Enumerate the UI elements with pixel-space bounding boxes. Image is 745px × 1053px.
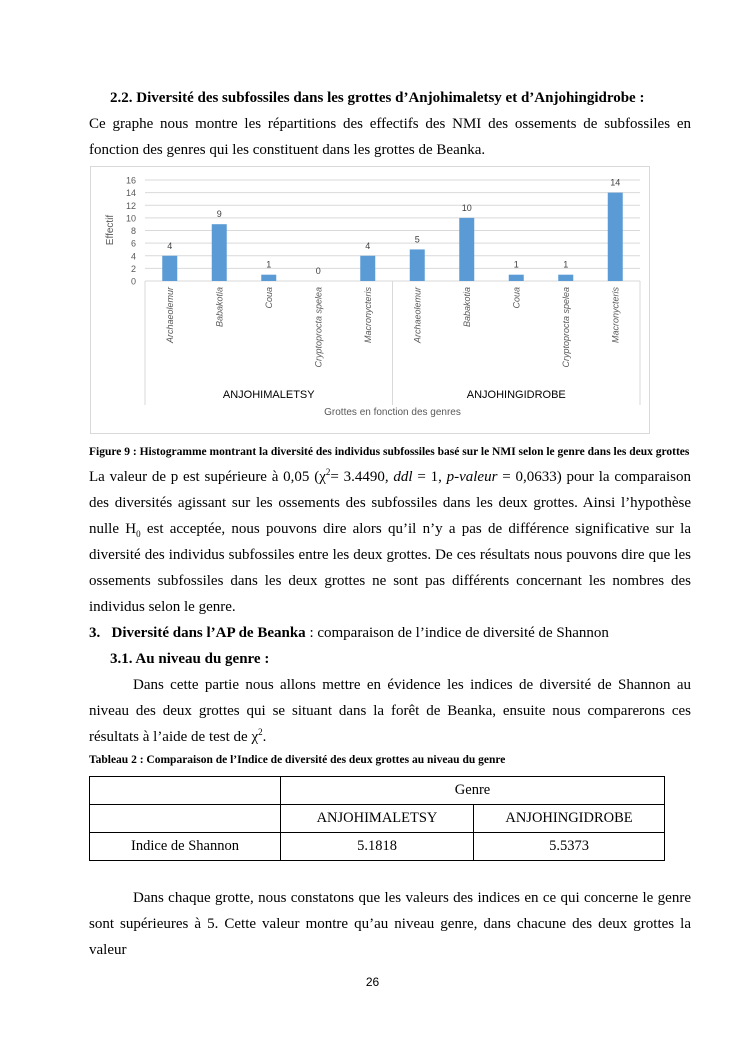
table-cell xyxy=(90,777,281,805)
bar xyxy=(558,275,573,281)
y-axis-title: Effectif xyxy=(105,214,116,246)
table-cell: 5.5373 xyxy=(474,833,665,861)
data-label: 1 xyxy=(563,259,569,270)
group-label: ANJOHIMALETSY xyxy=(222,389,315,401)
section-number: 3. xyxy=(89,625,101,641)
data-label: 1 xyxy=(513,259,519,270)
chi-symbol: χ xyxy=(251,729,259,745)
y-tick-label: 14 xyxy=(125,188,136,199)
table-row xyxy=(90,833,665,861)
data-label: 4 xyxy=(167,240,173,251)
y-tick-label: 2 xyxy=(130,263,136,274)
bar xyxy=(261,275,276,281)
method-paragraph xyxy=(89,672,691,750)
category-label: Coua xyxy=(511,287,522,309)
text: . xyxy=(262,729,267,745)
section-subtitle: : comparaison de l’indice de diversité de Shannon xyxy=(305,625,609,641)
page-content xyxy=(89,85,691,963)
table-cell xyxy=(90,805,281,833)
chart-container xyxy=(90,166,650,434)
text: = 3.4490, xyxy=(330,469,394,485)
category-label: Macronycteris xyxy=(610,287,621,344)
table-cell: 5.1818 xyxy=(281,833,474,861)
table-row xyxy=(90,777,665,805)
data-label: 5 xyxy=(414,234,420,245)
text: Dans chaque grotte, nous constatons que les valeurs des indices en ce qui concerne le genre sont supérieures à 5. Cette valeur montre qu’au niveau genre, dans chacune des deux grottes la valeur xyxy=(89,890,691,958)
text: Dans cette partie nous allons mettre en évidence les indices de diversité de Shannon au niveau des deux grottes qui se situant dans la forêt de Beanka, ensuite nous comparerons ces résultats à l’aide de test de xyxy=(89,677,691,745)
y-tick-label: 4 xyxy=(130,251,136,262)
category-label: Babakotia xyxy=(214,287,225,328)
category-label: Cryptoprocta spelea xyxy=(313,287,324,368)
table-header-col1: ANJOHIMALETSY xyxy=(281,805,474,833)
superscript: 2 xyxy=(258,727,263,737)
shannon-table xyxy=(89,776,665,861)
data-label: 10 xyxy=(461,202,472,213)
data-label: 0 xyxy=(315,266,321,276)
y-tick-label: 0 xyxy=(130,276,136,287)
bar xyxy=(509,275,524,281)
data-label: 1 xyxy=(266,259,272,270)
superscript: 2 xyxy=(325,467,331,477)
bar-chart xyxy=(91,167,649,433)
section-heading-3-1: 3.1. Au niveau du genre : xyxy=(110,651,270,667)
math-pvalue: p-valeur xyxy=(446,469,498,485)
bar xyxy=(410,249,425,281)
bar xyxy=(608,193,623,281)
subscript: 0 xyxy=(136,529,141,539)
category-label: Babakotia xyxy=(461,287,472,328)
results-paragraph xyxy=(89,464,691,620)
figure-caption: Figure 9 : Histogramme montrant la diversité des individus subfossiles basé sur le NMI selon le genre dans les deux grottes xyxy=(89,446,690,458)
category-label: Cryptoprocta spelea xyxy=(560,287,571,368)
group-label: ANJOHINGIDROBE xyxy=(466,389,566,401)
category-label: Macronycteris xyxy=(362,287,373,344)
data-label: 9 xyxy=(216,209,222,220)
table-row xyxy=(90,805,665,833)
y-tick-label: 16 xyxy=(125,175,136,186)
section-title: Diversité dans l’AP de Beanka xyxy=(111,625,306,641)
bar xyxy=(360,256,375,281)
table-caption: Tableau 2 : Comparaison de l’Indice de diversité des deux grottes au niveau du genre xyxy=(89,754,506,766)
conclusion-paragraph xyxy=(89,885,691,963)
math-ddl: ddl xyxy=(393,469,413,485)
y-tick-label: 12 xyxy=(125,200,136,211)
bar xyxy=(212,224,227,281)
text: est acceptée, nous pouvons dire alors qu’il n’y a pas de différence significative sur la diversité des individus subfossiles entre les deux grottes. De ces résultats nous pouvons dire que les ossements subfossiles dans les deux grottes ne sont pas différents concernant les nombres des individus selon le genre. xyxy=(89,521,691,615)
section-heading-2-2: 2.2. Diversité des subfossiles dans les grottes d’Anjohimaletsy et d’Anjohingidrobe : xyxy=(110,90,645,106)
bar xyxy=(459,218,474,281)
intro-paragraph: Ce graphe nous montre les répartitions des effectifs des NMI des ossements de subfossiles en fonction des genres qui les constituent dans les grottes de Beanka. xyxy=(89,116,691,158)
table-header-col2: ANJOHINGIDROBE xyxy=(474,805,665,833)
table-row-label: Indice de Shannon xyxy=(90,833,281,861)
y-tick-label: 10 xyxy=(125,213,136,224)
text: La valeur de p est supérieure à 0,05 ( xyxy=(89,469,320,485)
chi-symbol: χ xyxy=(319,469,326,485)
table-header-genre: Genre xyxy=(281,777,665,805)
text: = 0,0633) pour la comparaison des diversités agissant sur les ossements des subfossiles dans les deux grottes. Ainsi l’hypothèse nulle H xyxy=(89,469,691,537)
data-label: 4 xyxy=(365,240,371,251)
category-label: Archaeolemur xyxy=(164,287,175,344)
x-axis-title: Grottes en fonction des genres xyxy=(324,407,461,418)
page-number: 26 xyxy=(365,975,380,989)
text: = 1, xyxy=(412,469,447,485)
y-tick-label: 6 xyxy=(130,238,136,249)
category-label: Archaeolemur xyxy=(412,287,423,344)
category-label: Coua xyxy=(263,287,274,309)
bar xyxy=(162,256,177,281)
section-heading-3 xyxy=(89,620,691,646)
y-tick-label: 8 xyxy=(130,226,136,236)
data-label: 14 xyxy=(610,177,621,188)
